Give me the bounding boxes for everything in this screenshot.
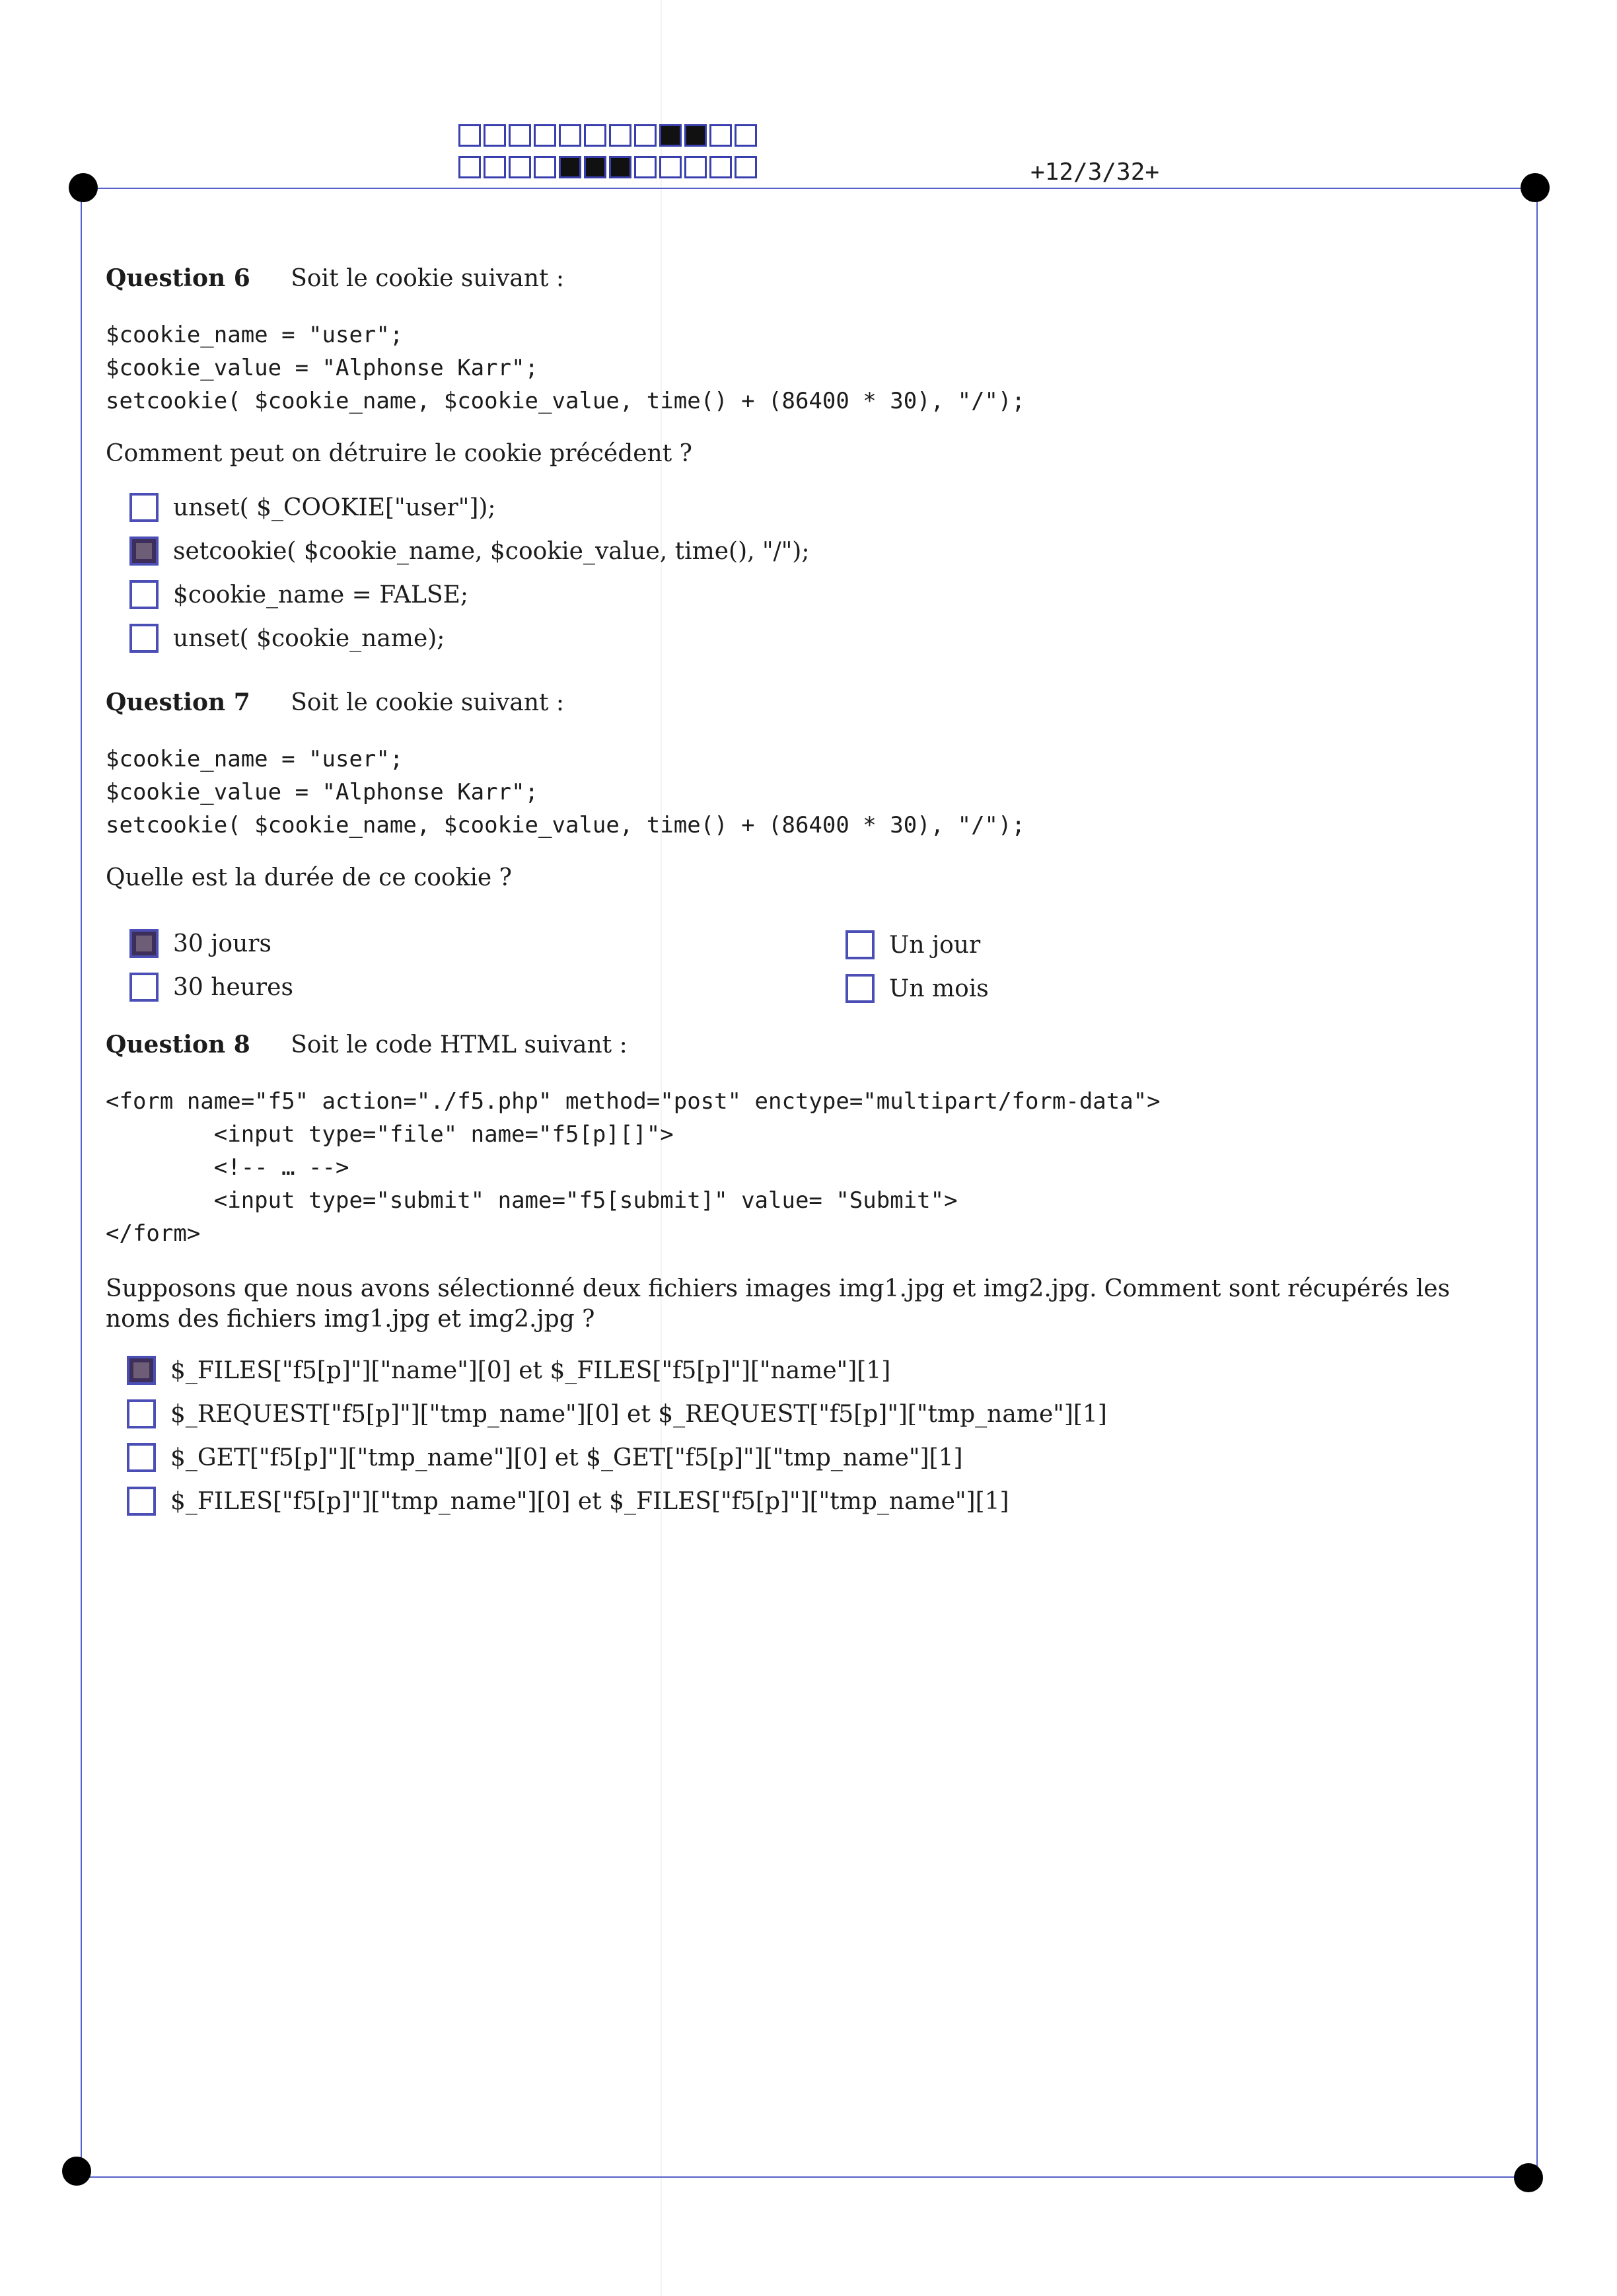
answer-checkbox[interactable] (129, 973, 159, 1002)
question-6-code: $cookie_name = "user"; $cookie_value = "Alphonse Karr"; setcookie( $cookie_name, $cookie_value, time() + (86400 * 30), "/"); (106, 322, 1025, 414)
answer-label: unset( $cookie_name); (173, 624, 445, 652)
corner-mark-bottom-right (1514, 2163, 1543, 2192)
question-8-code: <form name="f5" action="./f5.php" method="post" enctype="multipart/form-data"> <input type="file" name="f5[p][]"> <!-- … --> <input type="submit" name="f5[submit]" value= "Submit"> </form> (106, 1088, 1161, 1247)
id-grid-cell (659, 156, 682, 178)
answer-label: Un mois (889, 975, 989, 1002)
sheet-id: +12/3/32+ (1030, 159, 1160, 186)
answer-checkbox[interactable] (845, 974, 875, 1003)
question-intro: Soit le code HTML suivant : (291, 1031, 628, 1058)
answer-option[interactable] (127, 1356, 890, 1385)
answer-label: $cookie_name = FALSE; (173, 581, 469, 609)
id-grid-cell (559, 156, 581, 178)
answer-option[interactable] (845, 974, 989, 1003)
answer-label: $_GET["f5[p]"]["tmp_name"][0] et $_GET["f5[p]"]["tmp_name"][1] (170, 1444, 963, 1471)
answer-checkbox[interactable] (845, 930, 875, 959)
answer-option[interactable] (129, 624, 445, 653)
answer-label: unset( $_COOKIE["user"]); (173, 494, 496, 521)
id-grid-cell (584, 156, 606, 178)
id-grid-cell (509, 124, 531, 147)
id-grid-cell (684, 124, 707, 147)
id-grid-cell (709, 156, 732, 178)
answer-option[interactable] (129, 580, 468, 609)
answer-checkbox[interactable] (129, 537, 159, 566)
answer-checkbox[interactable] (129, 624, 159, 653)
answer-label: setcookie( $cookie_name, $cookie_value, time(), "/"); (173, 537, 810, 565)
answer-checkbox[interactable] (129, 929, 159, 958)
id-grid-row-1 (458, 124, 760, 147)
id-grid-cell (735, 156, 757, 178)
question-number: Question 6 (106, 264, 250, 292)
answer-option[interactable] (129, 537, 809, 566)
id-grid-cell (534, 156, 556, 178)
answer-checkbox[interactable] (127, 1356, 156, 1385)
id-grid-cell (484, 156, 506, 178)
id-grid-cell (458, 156, 481, 178)
answer-label: Un jour (889, 931, 981, 959)
question-6-prompt: Comment peut on détruire le cookie précédent ? (106, 440, 692, 467)
id-grid-cell (609, 156, 631, 178)
answer-checkbox[interactable] (129, 493, 159, 522)
id-grid-cell (735, 124, 757, 147)
answer-option[interactable] (129, 973, 293, 1002)
question-number: Question 8 (106, 1031, 250, 1058)
answer-label: $_FILES["f5[p]"]["tmp_name"][0] et $_FILES["f5[p]"]["tmp_name"][1] (170, 1487, 1009, 1515)
id-grid-cell (484, 124, 506, 147)
id-grid-cell (458, 124, 481, 147)
corner-mark-top-right (1521, 173, 1550, 202)
id-grid-cell (634, 156, 657, 178)
answer-checkbox[interactable] (127, 1487, 156, 1516)
question-number: Question 7 (106, 688, 250, 716)
answer-option[interactable] (129, 493, 496, 522)
id-grid-row-2 (458, 156, 760, 178)
question-8-prompt: Supposons que nous avons sélectionné deux fichiers images img1.jpg et img2.jpg. Comment sont récupérés les noms des fichiers img1.jpg et img2.jpg ? (106, 1275, 1451, 1333)
answer-label: 30 jours (173, 930, 271, 957)
question-intro: Soit le cookie suivant : (291, 265, 565, 292)
answer-option[interactable] (129, 929, 271, 958)
question-7-code: $cookie_name = "user"; $cookie_value = "Alphonse Karr"; setcookie( $cookie_name, $cookie_value, time() + (86400 * 30), "/"); (106, 746, 1025, 838)
id-grid-cell (709, 124, 732, 147)
id-grid-cell (684, 156, 707, 178)
id-grid-cell (634, 124, 657, 147)
answer-label: 30 heures (173, 973, 293, 1001)
question-6-heading (106, 264, 564, 292)
answer-option[interactable] (845, 930, 980, 959)
answer-option[interactable] (127, 1487, 1009, 1516)
answer-label: $_REQUEST["f5[p]"]["tmp_name"][0] et $_REQUEST["f5[p]"]["tmp_name"][1] (170, 1400, 1107, 1428)
answer-label: $_FILES["f5[p]"]["name"][0] et $_FILES["f5[p]"]["name"][1] (170, 1356, 891, 1384)
id-grid-cell (559, 124, 581, 147)
corner-mark-top-left (69, 173, 98, 202)
id-grid-cell (659, 124, 682, 147)
answer-checkbox[interactable] (127, 1443, 156, 1472)
answer-option[interactable] (127, 1399, 1107, 1428)
question-7-prompt: Quelle est la durée de ce cookie ? (106, 864, 512, 891)
answer-checkbox[interactable] (127, 1399, 156, 1428)
id-grid-cell (534, 124, 556, 147)
corner-mark-bottom-left (62, 2157, 91, 2186)
id-grid-cell (584, 124, 606, 147)
question-7-heading (106, 688, 564, 716)
answer-option[interactable] (127, 1443, 963, 1472)
question-8-heading (106, 1031, 628, 1058)
question-intro: Soit le cookie suivant : (291, 689, 565, 716)
id-grid-cell (609, 124, 631, 147)
answer-checkbox[interactable] (129, 580, 159, 609)
id-grid-cell (509, 156, 531, 178)
